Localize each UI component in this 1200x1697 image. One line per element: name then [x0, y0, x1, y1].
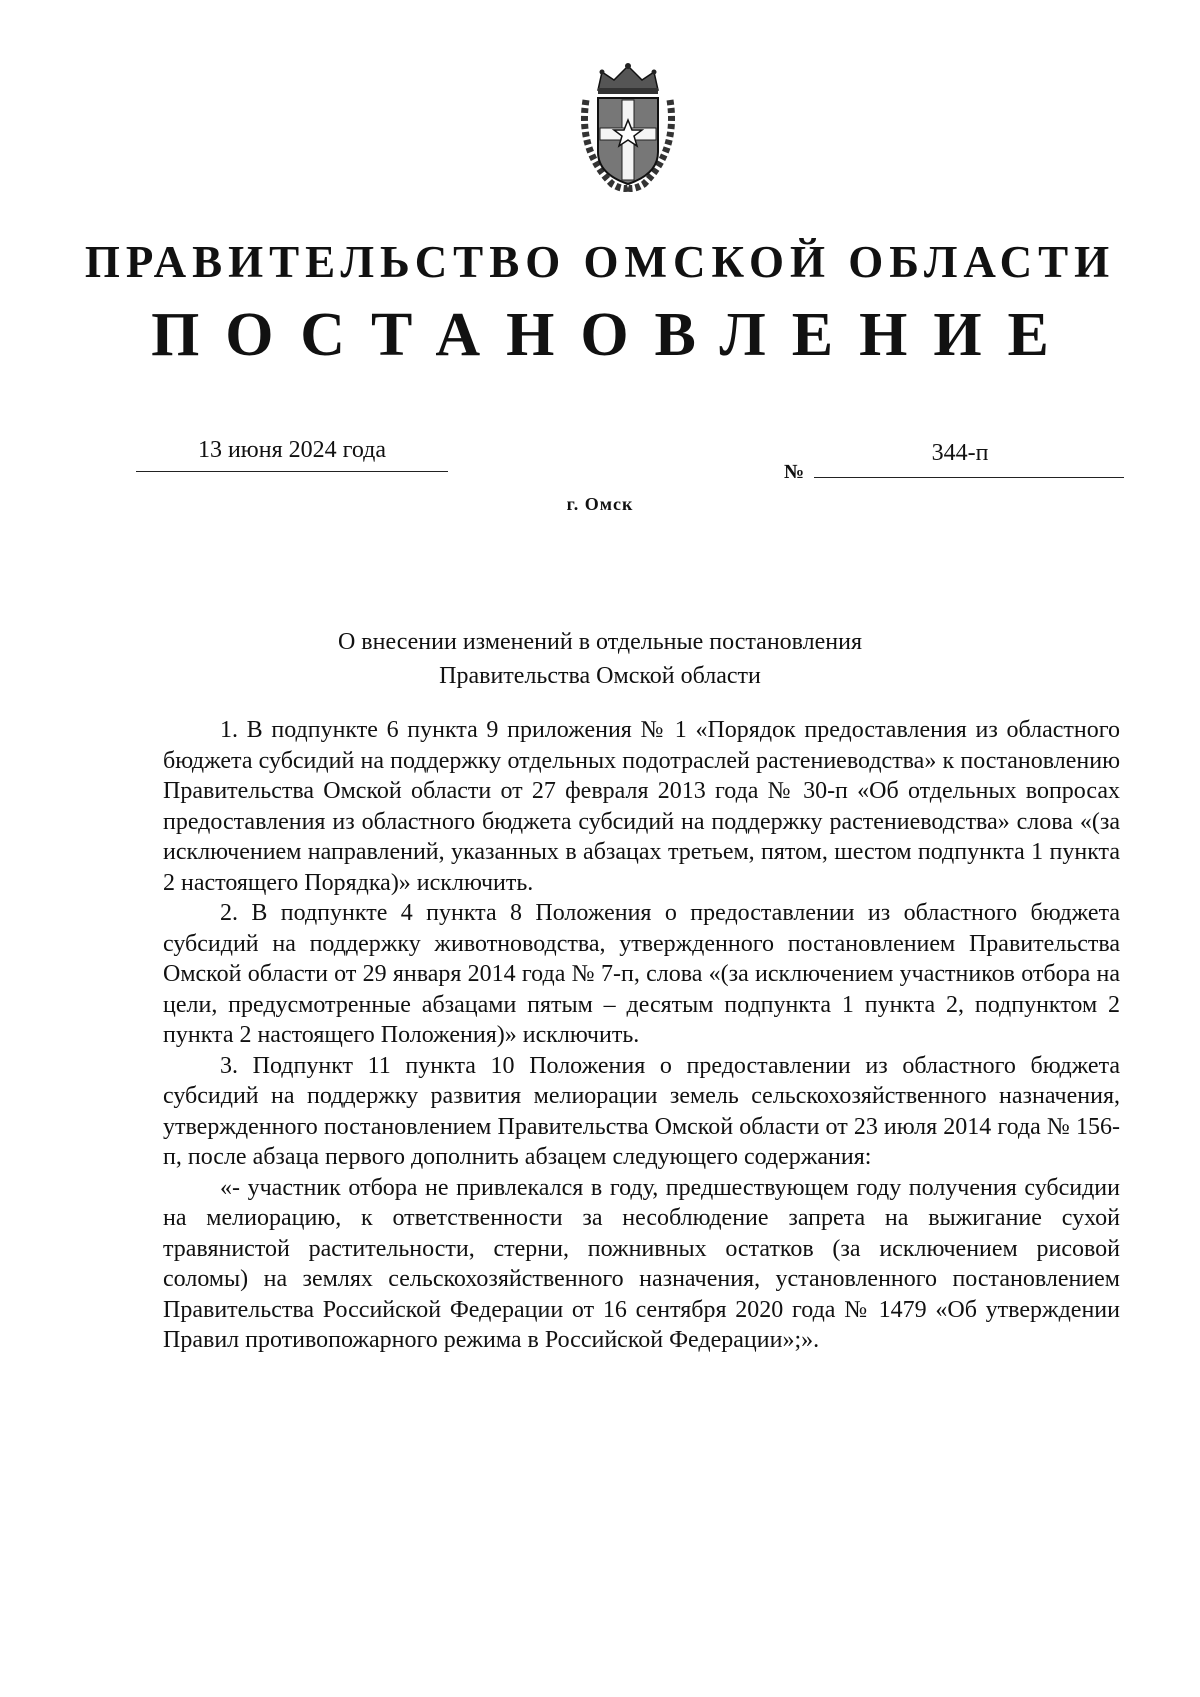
city-name: г. Омск — [566, 494, 634, 514]
number-underline — [814, 477, 1124, 478]
subject-line-2: Правительства Омской области — [439, 663, 761, 689]
number-label: № — [784, 461, 805, 483]
date-underline — [136, 471, 448, 472]
paragraph-4: «- участник отбора не привлекался в году, предшествующем году получения субсидии на мелиорацию, к ответственности за несоблюдение запрета на выжигание сухой травянистой растительности, стерни, пожнивных остатков (за исключением рисовой соломы) на землях сельскохозяйственного назначения, установленного постановлением Правительства Российской Федерации от 16 сентября 2020 года № 1479 «Об утверждении Правил противопожарного режима в Российской Федерации»;». — [163, 1174, 1120, 1353]
document-subject — [0, 625, 1200, 693]
subject-line-1: О внесении изменений в отдельные постановления — [337, 629, 863, 655]
document-number: 344-п — [931, 440, 989, 466]
document-body — [163, 715, 1120, 1356]
document-type-title: ПОСТАНОВЛЕНИЕ — [151, 301, 1075, 369]
paragraph-2: 2. В подпункте 4 пункта 8 Положения о предоставлении из областного бюджета субсидий на поддержку животноводства, утвержденного постановлением Правительства Омской области от 29 января 2014 года № 7-п, слова «(за исключением участников отбора на цели, предусмотренные абзацами пятым – десятым подпункта 1 пункта 2, подпунктом 2 пункта 2 настоящего Положения)» исключить. — [163, 900, 1120, 1048]
paragraph-3: 3. Подпункт 11 пункта 10 Положения о предоставлении из областного бюджета субсидий на поддержку развития мелиорации земель сельскохозяйственного назначения, утвержденного постановлением Правительства Омской области от 23 июля 2014 года № 156-п, после абзаца первого дополнить абзацем следующего содержания: — [163, 1052, 1120, 1170]
document-date: 13 июня 2024 года — [197, 437, 387, 463]
omsk-coat-of-arms-icon — [576, 60, 680, 192]
organization-title: ПРАВИТЕЛЬСТВО ОМСКОЙ ОБЛАСТИ — [84, 237, 1116, 287]
paragraph-1: 1. В подпункте 6 пункта 9 приложения № 1 «Порядок предоставления из областного бюджета субсидий на поддержку отдельных подотраслей растениеводства» к постановлению Правительства Омской области от 27 февраля 2013 года № 30-п «Об отдельных вопросах предоставления из областного бюджета субсидий на поддержку растениеводства» слова «(за исключением направлений, указанных в абзацах третьем, пятом, шестом подпункта 1 пункта 2 настоящего Порядка)» исключить. — [163, 717, 1120, 896]
